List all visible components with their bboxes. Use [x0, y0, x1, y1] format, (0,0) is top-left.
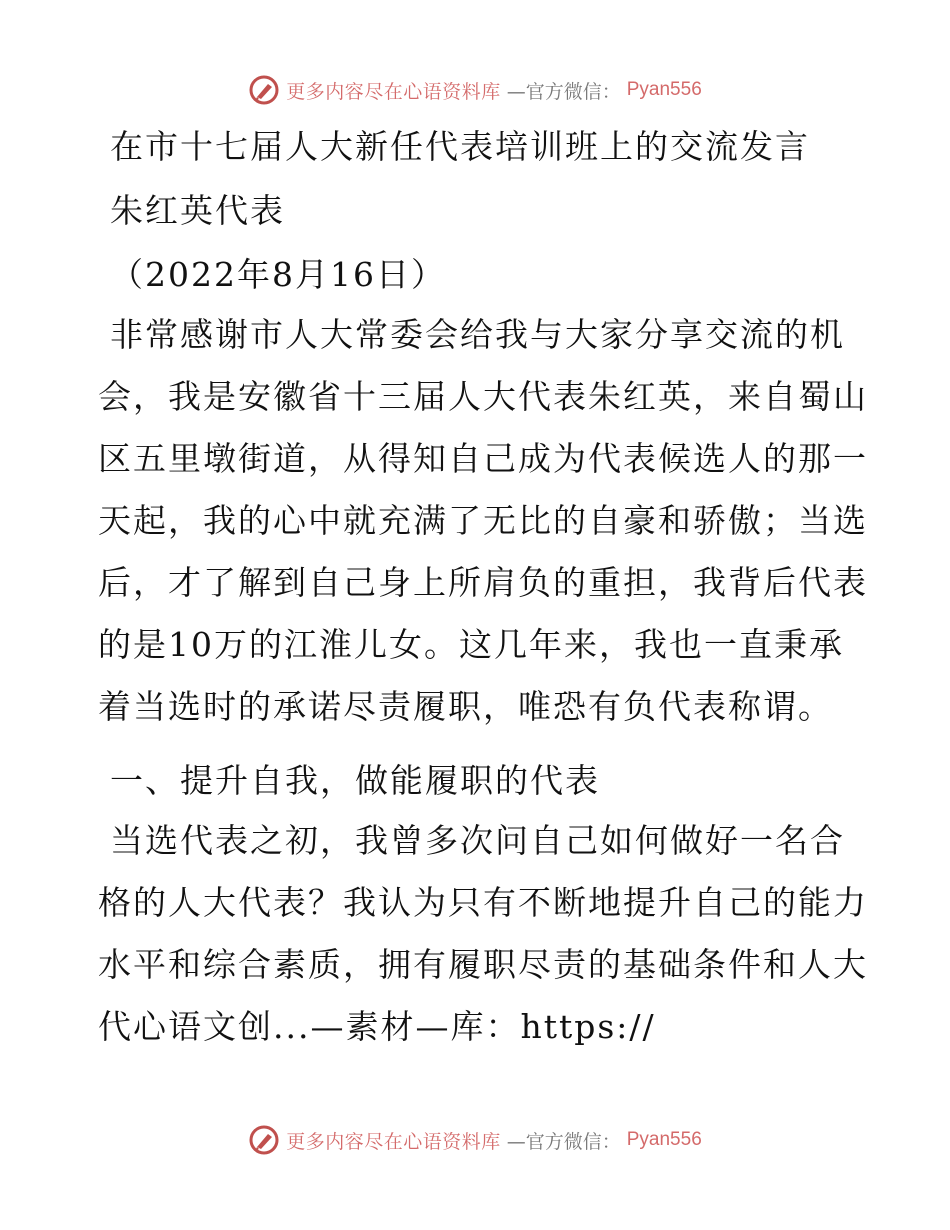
document-title: 在市十七届人大新任代表培训班上的交流发言: [110, 127, 810, 166]
paragraph-line: 天起，我的心中就充满了无比的自豪和骄傲；当选: [98, 501, 868, 540]
watermark-text: 更多内容尽在心语资料库: [286, 80, 501, 103]
document-date: （2022年8月16日）: [110, 255, 446, 294]
watermark-text: 更多内容尽在心语资料库: [286, 1130, 501, 1153]
watermark-handle: Pyan556: [626, 79, 702, 100]
watermark-handle: Pyan556: [626, 1129, 702, 1150]
paragraph-line: 着当选时的承诺尽责履职，唯恐有负代表称谓。: [98, 687, 833, 726]
paragraph-line: 后，才了解到自己身上所肩负的重担，我背后代表: [98, 563, 868, 602]
document-author: 朱红英代表: [110, 191, 285, 230]
paragraph-line: 当选代表之初，我曾多次问自己如何做好一名合: [110, 821, 845, 860]
paragraph-line: 区五里墩街道，从得知自己成为代表候选人的那一: [98, 439, 868, 478]
paragraph-line: 会，我是安徽省十三届人大代表朱红英，来自蜀山: [98, 377, 868, 416]
watermark-separator: —官方微信：: [506, 1130, 621, 1153]
intro-paragraph: [98, 304, 868, 738]
paragraph-line: 代心语文创...—素材—库：https://: [98, 1007, 656, 1046]
pen-nib-logo-icon: [248, 1124, 280, 1156]
watermark-header: [0, 70, 950, 110]
section-heading: 一、提升自我，做能履职的代表: [110, 761, 600, 800]
paragraph-line: 水平和综合素质，拥有履职尽责的基础条件和人大: [98, 945, 868, 984]
pen-nib-logo-icon: [248, 74, 280, 106]
paragraph-line: 的是10万的江淮儿女。这几年来，我也一直秉承: [98, 625, 844, 664]
watermark-separator: —官方微信：: [506, 80, 621, 103]
paragraph-line: 格的人大代表？我认为只有不断地提升自己的能力: [98, 883, 868, 922]
section-paragraph: [98, 810, 868, 1058]
watermark-footer: [0, 1120, 950, 1160]
document-body: [98, 118, 868, 1058]
paragraph-line: 非常感谢市人大常委会给我与大家分享交流的机: [110, 315, 845, 354]
